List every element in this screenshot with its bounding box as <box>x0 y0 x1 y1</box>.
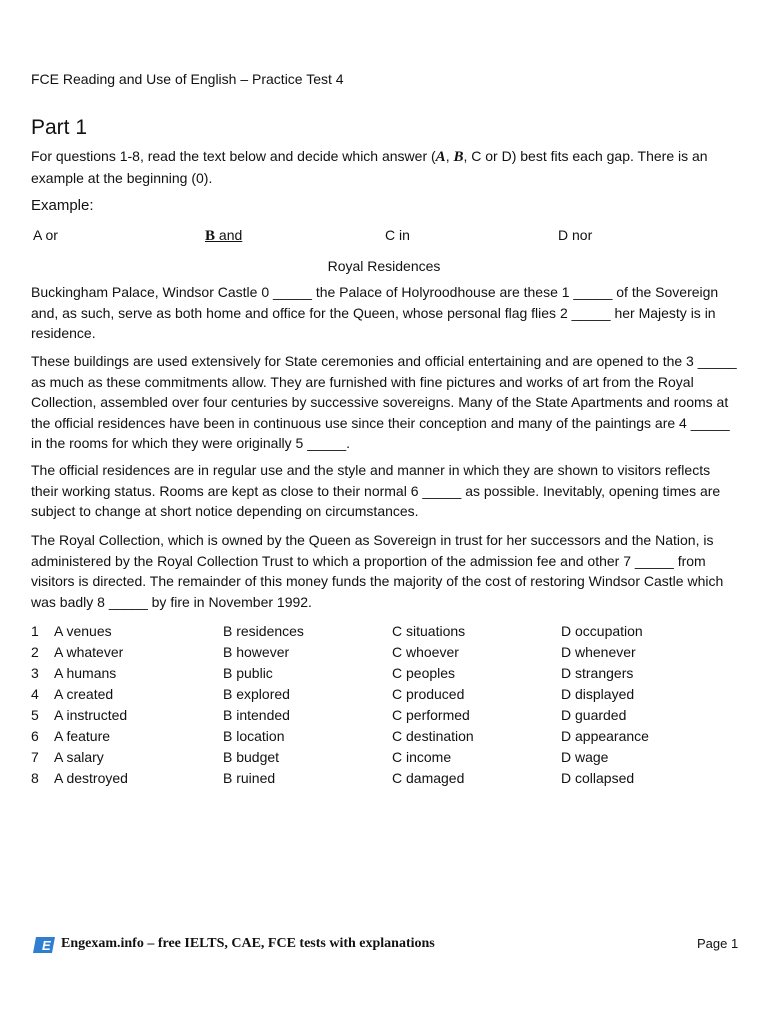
option-b: B location <box>223 728 285 744</box>
question-number: 6 <box>31 728 39 744</box>
text-title: Royal Residences <box>327 258 441 274</box>
example-option-c: C in <box>385 227 410 243</box>
instructions-before: For questions 1-8, read the text below and decide which answer ( <box>31 148 436 164</box>
example-option-a: A or <box>33 227 58 243</box>
logo-letter: E <box>42 938 51 953</box>
option-c: C whoever <box>392 644 459 660</box>
instructions-letter-b: B <box>453 149 464 165</box>
option-d: D appearance <box>561 728 649 744</box>
option-d: D guarded <box>561 707 627 723</box>
option-b: B ruined <box>223 770 276 786</box>
question-number: 8 <box>31 770 39 786</box>
page-number: Page 1 <box>697 936 739 951</box>
option-d: D wage <box>561 749 609 765</box>
option-c: C destination <box>392 728 474 744</box>
question-number: 7 <box>31 749 39 765</box>
text-paragraph-2 <box>31 351 739 454</box>
option-b: B explored <box>223 686 290 702</box>
option-a: A feature <box>54 728 111 744</box>
text-paragraph-3 <box>31 460 739 522</box>
question-number: 1 <box>31 623 39 639</box>
option-a: A humans <box>54 665 117 681</box>
instructions <box>31 146 739 188</box>
option-d: D displayed <box>561 686 635 702</box>
question-number: 2 <box>31 644 39 660</box>
example-option-d: D nor <box>558 227 593 243</box>
option-b: B budget <box>223 749 280 765</box>
question-number: 3 <box>31 665 39 681</box>
engexam-logo-icon <box>33 937 55 953</box>
option-a: A instructed <box>54 707 128 723</box>
example-label: Example: <box>31 197 94 214</box>
instructions-after: , C or D) best fits each gap. There is an example at the beginning (0). <box>31 148 708 186</box>
option-a: A created <box>54 686 114 702</box>
instructions-separator: , <box>445 148 454 164</box>
question-number: 4 <box>31 686 39 702</box>
question-number: 5 <box>31 707 39 723</box>
document-title: FCE Reading and Use of English – Practice Test 4 <box>31 71 344 87</box>
footer-site-link[interactable]: Engexam.info – free IELTS, CAE, FCE tests with explanations <box>61 936 435 951</box>
example-b-text: and <box>215 227 243 243</box>
option-b: B however <box>223 644 290 660</box>
option-d: D occupation <box>561 623 643 639</box>
paragraph-text: These buildings are used extensively for State ceremonies and official entertaining and are opened to the 3 _____ as much as these commitments allow. They are furnished with fine pictures and works of art from the Royal Collection, assembled over four centuries by successive sovereigns. Many of the State Apartments and rooms at the official residences have been in continuous use since their conception and many of the paintings are 4 _____ in the rooms for which they were originally 5 _____. <box>31 353 737 452</box>
paragraph-text: The official residences are in regular use and the style and manner in which they are shown to visitors reflects their working status. Rooms are kept as close to their normal 6 _____ as possible. Inevitably, opening times are subject to change at short notice depending on circumstances. <box>31 462 721 520</box>
paragraph-text: The Royal Collection, which is owned by the Queen as Sovereign in trust for her successors and the Nation, is administered by the Royal Collection Trust to which a proportion of the admission fee and other 7 _____ from visitors is directed. The remainder of this money funds the majority of the cost of restoring Windsor Castle which was badly 8 _____ by fire in November 1992. <box>31 532 724 610</box>
option-a: A whatever <box>54 644 124 660</box>
instructions-letter-a: A <box>435 149 446 165</box>
option-a: A salary <box>54 749 104 765</box>
text-paragraph-1 <box>31 282 739 344</box>
example-b-letter: B <box>205 228 216 244</box>
option-c: C income <box>392 749 452 765</box>
option-a: A destroyed <box>54 770 128 786</box>
option-d: D strangers <box>561 665 634 681</box>
option-a: A venues <box>54 623 112 639</box>
option-b: B residences <box>223 623 304 639</box>
option-d: D collapsed <box>561 770 635 786</box>
option-c: C peoples <box>392 665 456 681</box>
option-c: C situations <box>392 623 466 639</box>
option-c: C damaged <box>392 770 465 786</box>
text-paragraph-4 <box>31 530 739 612</box>
option-b: B public <box>223 665 273 681</box>
option-b: B intended <box>223 707 290 723</box>
paragraph-text: Buckingham Palace, Windsor Castle 0 _____ the Palace of Holyroodhouse are these 1 _____ of the Sovereign and, as such, serve as both home and office for the Queen, whose personal flag flies 2 _____ her Majesty is in residence. <box>31 284 719 342</box>
part-heading: Part 1 <box>31 116 88 139</box>
option-d: D whenever <box>561 644 636 660</box>
example-option-b-answer <box>205 227 242 245</box>
option-c: C performed <box>392 707 470 723</box>
option-c: C produced <box>392 686 465 702</box>
